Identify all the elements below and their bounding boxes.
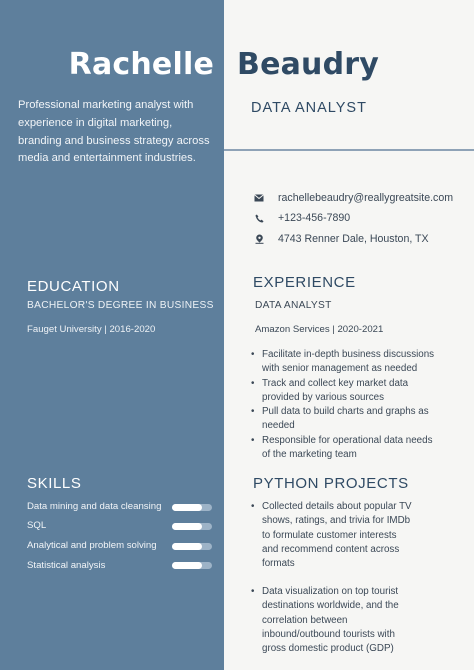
projects-bullet-list — [250, 585, 399, 656]
education-heading: EDUCATION — [27, 278, 120, 295]
contact-email-row — [253, 192, 453, 204]
skill-level-bar — [172, 523, 212, 530]
phone-icon — [253, 212, 265, 224]
skill-level-fill — [172, 504, 202, 511]
mail-icon — [253, 192, 265, 204]
experience-bullet: • Track and collect key market data provided by various sources — [250, 377, 434, 406]
skill-label: SQL — [27, 520, 47, 531]
project-bullet: • Collected details about popular TV shows, ratings, and trivia for IMDb to formulate customer interests and recommend content across formats — [250, 500, 412, 571]
project-bullet: • Data visualization on top tourist destinations worldwide, and the correlation between inbound/outbound tourists with gross domestic product (GDP) — [250, 585, 399, 656]
profile-summary: Professional marketing analyst with experience in digital marketing, branding and business strategy across media and entertainment industries. — [18, 99, 210, 165]
experience-bullet: • Responsible for operational data needs of the marketing team — [250, 434, 434, 463]
header-divider — [224, 149, 474, 151]
projects-heading: PYTHON PROJECTS — [253, 475, 409, 492]
skill-level-bar — [172, 562, 212, 569]
skill-label: Statistical analysis — [27, 560, 106, 571]
phone-text: +123-456-7890 — [278, 212, 351, 224]
experience-heading: EXPERIENCE — [253, 274, 356, 291]
experience-company: Amazon Services | 2020-2021 — [255, 324, 384, 335]
experience-bullet: • Pull data to build charts and graphs as needed — [250, 405, 434, 434]
location-pin-icon — [253, 233, 265, 245]
skill-label: Data mining and data cleansing — [27, 501, 162, 512]
skill-level-fill — [172, 523, 202, 530]
skill-label: Analytical and problem solving — [27, 540, 157, 551]
skill-level-bar — [172, 543, 212, 550]
last-name: Beaudry — [237, 47, 380, 82]
email-text: rachellebeaudry@reallygreatsite.com — [278, 192, 454, 204]
experience-bullet-list — [250, 348, 434, 462]
address-text: 4743 Renner Dale, Houston, TX — [278, 233, 429, 245]
experience-role: DATA ANALYST — [255, 300, 332, 311]
skill-level-bar — [172, 504, 212, 511]
projects-bullet-list — [250, 500, 412, 571]
skill-level-fill — [172, 543, 202, 550]
skill-level-fill — [172, 562, 202, 569]
education-degree: BACHELOR'S DEGREE IN BUSINESS — [27, 300, 214, 311]
education-school: Fauget University | 2016-2020 — [27, 324, 156, 335]
job-title: DATA ANALYST — [251, 100, 367, 116]
experience-bullet: • Facilitate in-depth business discussions with senior management as needed — [250, 348, 434, 377]
first-name: Rachelle — [68, 47, 214, 82]
contact-phone-row — [253, 212, 350, 224]
contact-address-row — [253, 233, 429, 245]
skills-heading: SKILLS — [27, 475, 82, 492]
